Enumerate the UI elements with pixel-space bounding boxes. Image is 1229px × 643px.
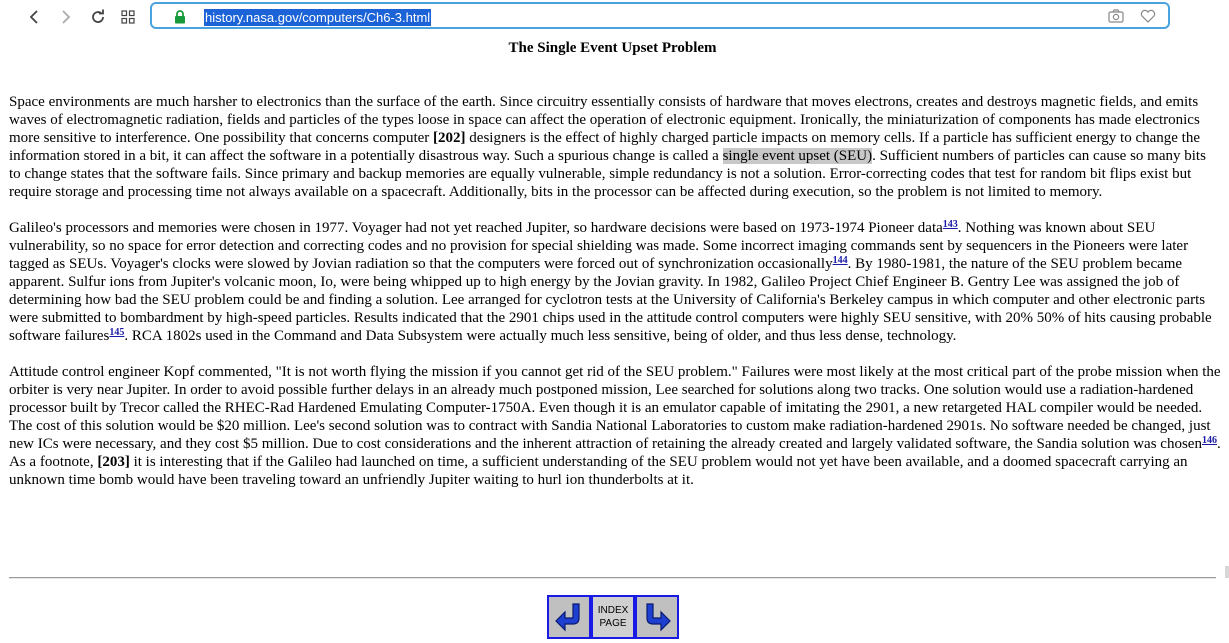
previous-arrow-icon (552, 600, 586, 634)
browser-toolbar (0, 0, 1229, 34)
footnote-link[interactable]: 146 (1201, 435, 1217, 446)
paragraph-1: Space environments are much harsher to electronics than the surface of the earth. Since circuitry essentially consists of hardware that moves electrons, creates and destroys magnetic fields, and emits waves of electromagnetic radiation, fields and particles of the types loose in space can affect the operation of electronic equipment. Ironically, the miniaturization of components has made electronics more sensitive to interference. One possibility that concerns computer [202] designers is the effect of highly charged particle impacts on memory cells. If a particle has sufficient energy to change the information stored in a bit, it can affect the software in a potentially disastrous way. Such a spurious change is called a single event upset (SEU). Sufficient numbers of particles can cause so many bits to change states that the software fails. Since primary and backup memories are equally vulnerable, simple redundancy is not a solution. Error-correcting codes that test for random bit flips exist but require storage and processing time not always available on a spacecraft. Additionally, bits in the processor can be affected during execution, so the problem is not limited to memory. (9, 94, 1206, 200)
page-navigation (547, 595, 679, 639)
footnote-link[interactable]: 144 (832, 255, 848, 266)
paragraph-2: Galileo's processors and memories were chosen in 1977. Voyager had not yet reached Jupiter, so hardware decisions were based on 1973-1974 Pioneer data$^{143}$. Nothing was known about SEU vulnerability, so no space for error detection and correcting codes and no provision for special shielding was made. Some incorrect imaging commands sent by sequencers in the Pioneers were later tagged as SEUs. Voyager's clocks were slowed by Jovian radiation so that the computers were forced out of synchronization occasionally$^{144}$. By 1980-1981, the nature of the SEU problem became apparent. Sulfur ions from Jupiter's volcanic moon, Io, were being whipped up to high energy by the Jovian gravity. In 1982, Galileo Project Chief Engineer B. Gentry Lee was assigned the job of determining how bad the SEU problem could be and finding a solution. Lee arranged for cyclotron tests at the University of California's Berkeley campus in which computer and other electronic parts were submitted to bombardment by high-speed particles. Results indicated that the 2901 chips used in the attitude control computers were highly SEU sensitive, with 20% 50% of hits causing probable software failures$^{145}$. RCA 1802s used in the Command and Data Subsystem were actually much less sensitive, being of older, and thus less dense, technology. (9, 219, 1212, 344)
url-text[interactable]: history.nasa.gov/computers/Ch6-3.html (205, 10, 431, 25)
camera-icon[interactable] (1108, 9, 1124, 23)
reload-button[interactable] (88, 7, 108, 27)
paragraph-3: Attitude control engineer Kopf commented, "It is not worth flying the mission if you cannot get rid of the SEU problem." Failures were most likely at the most critical part of the probe mission when the orbiter is very near Jupiter. In order to avoid possible further delays in an already much postponed mission, Lee searched for solutions along two tracks. One solution would use a radiation-hardened processor built by Trecor called the RHEC-Rad Hardened Emulating Computer-1750A. Even though it is an emulator capable of imitating the 2901, a new retargeted HAL compiler would be needed. The cost of this solution would be $20 million. Lee's second solution was to contract with Sandia National Laboratories to custom make radiation-hardened 2901s. No software needed be changed, just new ICs were necessary, and they cost $5 million. Due to cost considerations and the inherent attraction of retaining the already created and largely validated software, the Sandia solution was chosen$^{146}$. As a footnote, [203] it is interesting that if the Galileo had launched on time, a sufficient understanding of the SEU problem would not yet have been available, and a doomed spacecraft carrying an unknown time bomb would have been traveling toward an unfriendly Jupiter waiting to hurl ion thunderbolts at it. (9, 364, 1221, 488)
page-title: The Single Event Upset Problem (508, 40, 717, 56)
index-page-button[interactable]: INDEX PAGE (591, 595, 635, 639)
page-reference: [202] (433, 130, 466, 146)
back-button[interactable] (24, 7, 44, 27)
horizontal-rule (9, 577, 1216, 579)
heart-icon[interactable] (1140, 9, 1156, 23)
next-page-button[interactable] (635, 595, 679, 639)
previous-page-button[interactable] (547, 595, 591, 639)
back-icon (27, 9, 41, 25)
address-bar[interactable] (150, 2, 1170, 29)
footnote-link[interactable]: 143 (942, 219, 958, 230)
apps-button[interactable] (118, 7, 138, 27)
forward-button[interactable] (56, 7, 76, 27)
article-body (9, 93, 1221, 507)
next-arrow-icon (640, 600, 674, 634)
footnote-link[interactable]: 145 (109, 327, 125, 338)
highlighted-text: single event upset (SEU) (722, 148, 873, 164)
forward-icon (59, 9, 73, 25)
lock-icon (174, 10, 186, 24)
apps-grid-icon (121, 10, 135, 24)
scrollbar[interactable] (1225, 566, 1229, 578)
page-reference: [203] (97, 454, 130, 470)
reload-icon (90, 9, 106, 25)
